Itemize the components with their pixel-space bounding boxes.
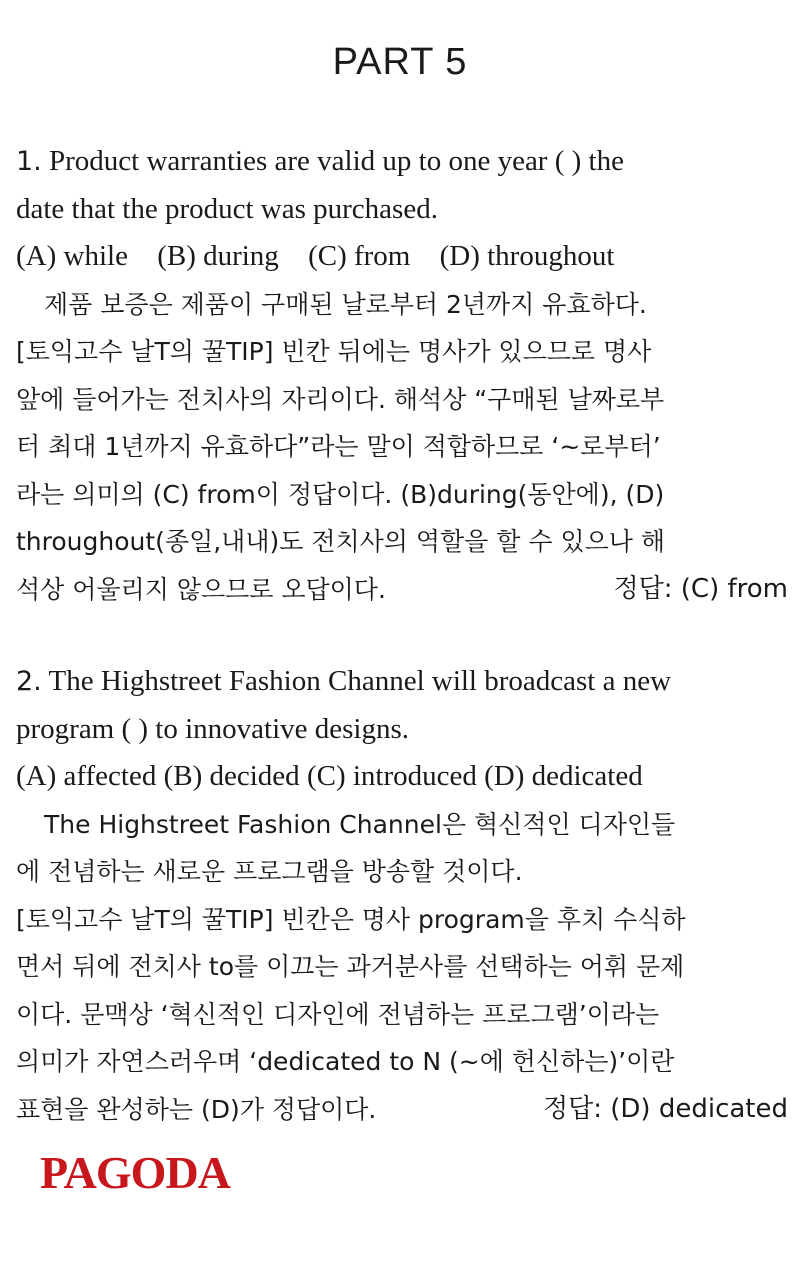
question-2-option-a: (A) affected (16, 760, 157, 792)
question-2-stem-line-2: program ( ) to innovative designs. (16, 712, 410, 745)
question-1-explanation-line-3: 터 최대 1년까지 유효하다”라는 말이 적합하므로 ‘~로부터’ (16, 432, 661, 461)
question-1-number: 1. (16, 146, 42, 177)
question-1-option-b: (B) during (157, 240, 279, 272)
question-1-explanation-line-1: [토익고수 날T의 꿀TIP] 빈칸 뒤에는 명사가 있으므로 명사 (16, 337, 652, 366)
question-2-options (16, 753, 788, 801)
question-2-translation-line-2: 에 전념하는 새로운 프로그램을 방송할 것이다. (16, 857, 523, 886)
page-title: PART 5 (332, 41, 468, 83)
question-2-explanation-line-5 (16, 1086, 788, 1134)
question-2-option-b: (B) decided (163, 760, 300, 792)
pagoda-logo: PAGODA (40, 1147, 230, 1198)
question-2-explanation-line-1: [토익고수 날T의 꿀TIP] 빈칸은 명사 program을 후치 수식하 (16, 904, 686, 934)
question-2-number: 2. (16, 666, 42, 697)
question-1-answer: 정답: (C) from (613, 573, 788, 604)
question-1-option-c: (C) from (308, 240, 411, 272)
question-2 (16, 658, 788, 1133)
question-1-stem-line-2: date that the product was purchased. (16, 192, 438, 225)
question-1-explanation-line-4: 라는 의미의 (C) from이 정답이다. (B)during(동안에), (D) (16, 479, 665, 509)
question-2-stem-text: The Highstreet Fashion Channel will broadcast a new (48, 665, 672, 697)
question-1-explanation-line-5: throughout(종일,내내)도 전치사의 역할을 할 수 있으나 해 (16, 527, 666, 556)
question-2-option-d: (D) dedicated (484, 760, 643, 792)
question-2-option-c: (C) introduced (306, 760, 477, 792)
question-1-stem-text: Product warranties are valid up to one year ( ) the (49, 145, 624, 177)
question-1-explanation-line-6 (16, 566, 788, 614)
question-2-explanation-line-2: 면서 뒤에 전치사 to를 이끄는 과거분사를 선택하는 어휘 문제 (16, 952, 685, 981)
question-1 (16, 138, 788, 613)
question-1-option-d: (D) throughout (439, 240, 615, 272)
question-2-stem-line-1 (16, 658, 788, 706)
question-2-explanation-line-4: 의미가 자연스러우며 ‘dedicated to N (~에 헌신하는)’이란 (16, 1047, 675, 1076)
question-2-explanation-last: 표현을 완성하는 (D)가 정답이다. (16, 1094, 377, 1124)
question-2-translation-line-1: The Highstreet Fashion Channel은 혁신적인 디자인들 (44, 809, 676, 839)
question-1-explanation-line-2: 앞에 들어가는 전치사의 자리이다. 해석상 “구매된 날짜로부 (16, 384, 665, 414)
question-2-explanation-line-3: 이다. 문맥상 ‘혁신적인 디자인에 전념하는 프로그램’이라는 (16, 999, 660, 1029)
question-1-stem-line-1 (16, 138, 788, 186)
question-1-option-a: (A) while (16, 240, 128, 272)
question-2-answer: 정답: (D) dedicated (543, 1093, 788, 1124)
question-1-translation: 제품 보증은 제품이 구매된 날로부터 2년까지 유효하다. (44, 289, 647, 319)
question-1-options (16, 233, 788, 281)
question-1-explanation-last: 석상 어울리지 않으므로 오답이다. (16, 574, 386, 604)
